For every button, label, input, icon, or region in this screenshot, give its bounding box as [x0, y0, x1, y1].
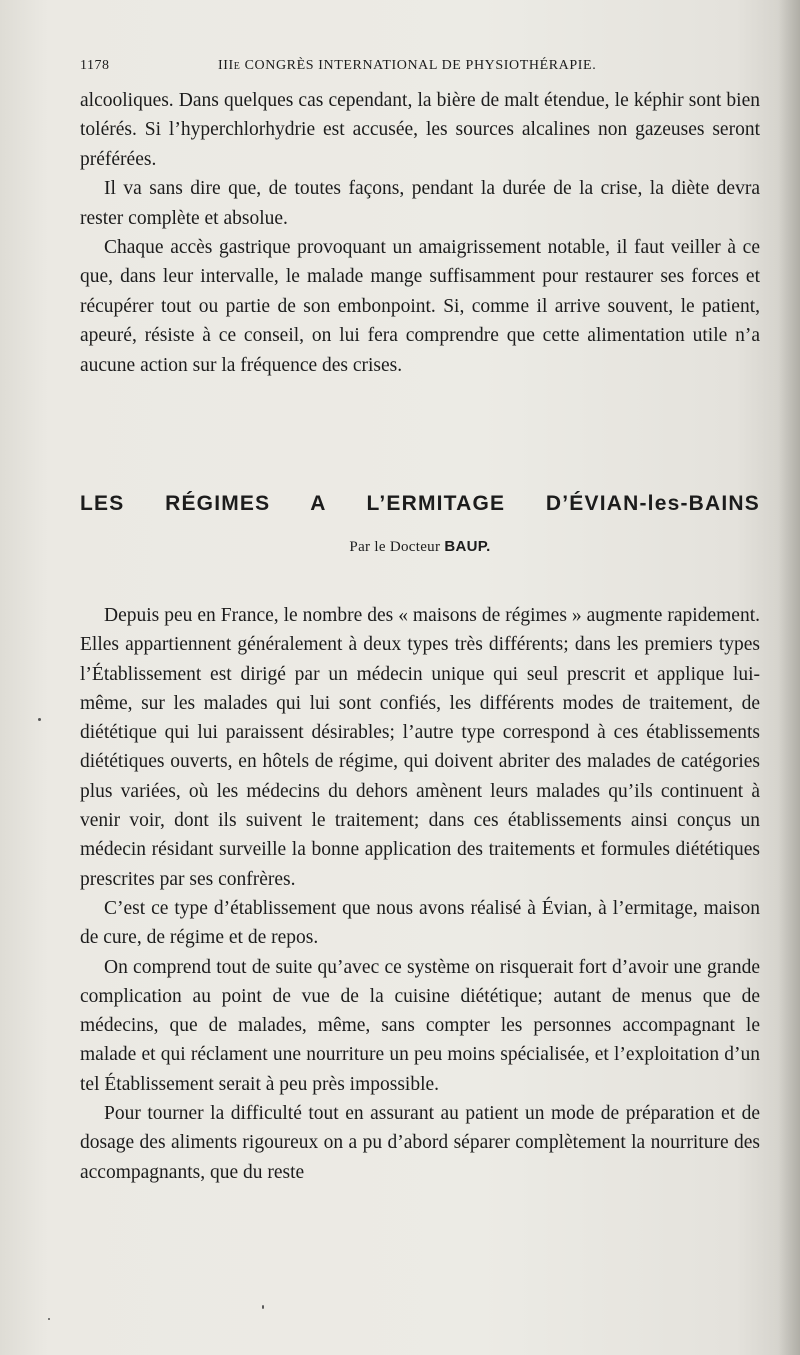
- article-title: LES RÉGIMES A L’ERMITAGE D’ÉVIAN-les-BAINS: [80, 492, 760, 515]
- paragraph: Il va sans dire que, de toutes façons, pendant la durée de la crise, la diète devra rester complète et absolue.: [80, 178, 760, 229]
- page-number: 1178: [80, 58, 110, 73]
- running-header: [80, 58, 760, 80]
- paper-speck: [38, 718, 41, 721]
- paper-speck: [48, 1318, 50, 1320]
- paragraph: Pour tourner la difficulté tout en assurant au patient un mode de préparation et de dosage des aliments rigoureux on a pu d’abord séparer complètement la nourriture des accompagnants, que du reste: [80, 1103, 760, 1183]
- paragraph: C’est ce type d’établissement que nous avons réalisé à Évian, à l’ermitage, maison de cure, de régime et de repos.: [80, 897, 760, 949]
- byline-prefix: Par le Docteur: [349, 539, 441, 555]
- paper-speck: [262, 1305, 264, 1309]
- previous-article-conclusion: [80, 86, 760, 380]
- article-body: [80, 601, 760, 1187]
- paragraph: Chaque accès gastrique provoquant un amaigrissement notable, il faut veiller à ce que, dans leur intervalle, le malade mange suffisamment pour restaurer ses forces et récupérer tout ou partie de son embonpoint. Si, comme il arrive souvent, le patient, apeuré, résiste à ce conseil, on lui fera comprendre que cette alimentation utile n’a aucune action sur la fréquence des crises.: [80, 237, 760, 376]
- paragraph: Depuis peu en France, le nombre des « maisons de régimes » augmente rapidement. Elles appartiennent généralement à deux types très différents; dans les premiers types l’Établissement est dirigé par un médecin unique qui seul prescrit et applique lui-même, sur les malades qui lui sont confiés, les différents modes de traitement, de diététique qui lui paraissent désirables; l’autre type correspond à ces établissements diététiques ouverts, en hôtels de régime, qui doivent abriter des malades de catégories plus variées, où les médecins du dehors amènent leurs malades qu’ils continuent à venir voir, dont ils suivent le traitement; dans ces établissements ainsi conçus un médecin résidant surveille la bonne application des traitements et formules diététiques prescrites par ses confrères.: [80, 605, 760, 890]
- page-gutter-shadow: [778, 0, 800, 1355]
- paragraph: On comprend tout de suite qu’avec ce système on risquerait fort d’avoir une grande complication au point de vue de la cuisine diététique; autant de menus que de médecins, que de malades, même, sans compter les personnes accompagnant le malade et qui réclament une nourriture un peu moins spécialisée, et l’exploitation d’un tel Établissement serait à peu près impossible.: [80, 956, 760, 1095]
- author-name: BAUP.: [444, 538, 491, 555]
- running-title: IIIe CONGRÈS INTERNATIONAL DE PHYSIOTHÉRAPIE.: [218, 58, 597, 73]
- article-byline: [80, 538, 760, 556]
- paragraph: alcooliques. Dans quelques cas cependant, la bière de malt étendue, le képhir sont bien tolérés. Si l’hyperchlorhydrie est accusée, les sources alcalines non gazeuses seront préférées.: [80, 90, 760, 170]
